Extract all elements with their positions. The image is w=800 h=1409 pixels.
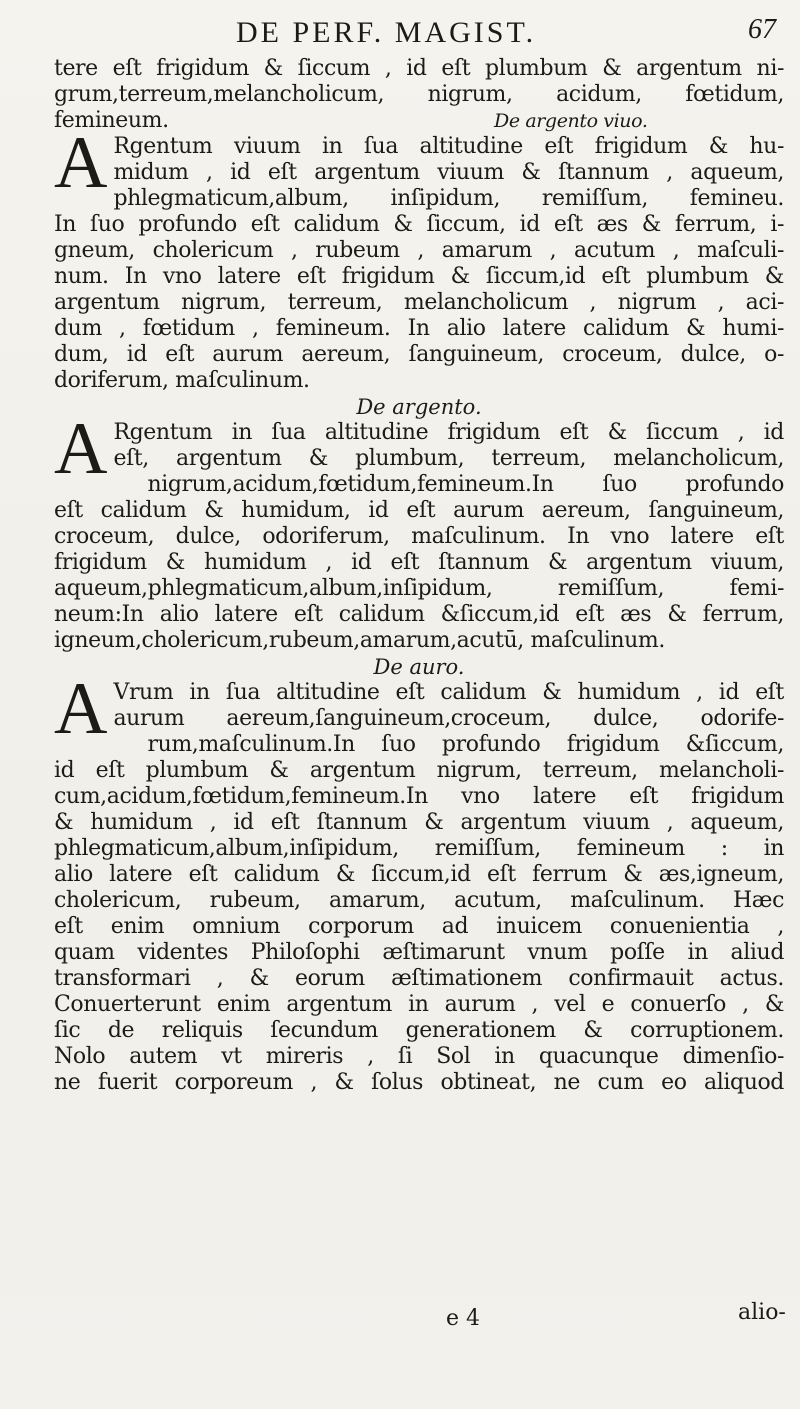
section-heading-auro: De auro. [373, 655, 465, 679]
text-line: argentum nigrum, terreum, melancholicum , nigrum , aci- [54, 290, 784, 315]
text-line: frigidum & humidum , id eſt ſtannum & argentum viuum, [54, 550, 784, 575]
text-line: grum,terreum,melancholicum, nigrum, acidum, fœtidum, [54, 82, 784, 107]
text-line: eſt calidum & humidum, id eſt aurum aereum, ſanguineum, [54, 498, 784, 523]
section-auro [54, 668, 784, 1096]
text-line: phlegmaticum,album,inſipidum, remiſſum, femineum : in [54, 836, 784, 861]
text-line: igneum,cholericum,rubeum,amarum,acutū, maſculinum. [54, 628, 665, 653]
intro-paragraph [54, 56, 784, 134]
catchword: alio- [738, 1300, 786, 1325]
text-line: Conuerterunt enim argentum in aurum , vel e conuerſo , & [54, 992, 784, 1017]
text-line: Nolo autem vt mireris , ſi Sol in quacunque dimenſio- [54, 1044, 784, 1069]
text-line: eſt enim omnium corporum ad inuicem conuenientia , [54, 914, 784, 939]
text-line: aurum aereum,ſanguineum,croceum, dulce, odorife- [113, 706, 784, 731]
drop-cap: A [54, 668, 108, 750]
text-line: doriferum, maſculinum. [54, 368, 310, 393]
text-line: Rgentum in ſua altitudine frigidum eſt & ſiccum , id [113, 420, 784, 445]
text-line: tere eſt frigidum & ſiccum , id eſt plumbum & argentum ni- [54, 56, 784, 81]
signature-mark: e 4 [446, 1306, 481, 1331]
section-argento [54, 408, 784, 654]
text-line: phlegmaticum,album, inſipidum, remiſſum, femineu. [113, 186, 784, 211]
text-line: alio latere eſt calidum & ſiccum,id eſt ferrum & æs,igneum, [54, 862, 784, 887]
text-line: cholericum, rubeum, amarum, acutum, maſculinum. Hæc [54, 888, 784, 913]
text-line: aqueum,phlegmaticum,album,inſipidum, remiſſum, femi- [54, 576, 784, 601]
text-line: nigrum,acidum,fœtidum,femineum.In ſuo profundo [147, 472, 784, 497]
text-line: ſic de reliquis ſecundum generationem & corruptionem. [54, 1018, 784, 1043]
text-line: transformari , & eorum æſtimationem confirmauit actus. [54, 966, 784, 991]
text-line: & humidum , id eſt ſtannum & argentum viuum , aqueum, [54, 810, 784, 835]
running-head [0, 8, 800, 48]
text-line: ne fuerit corporeum , & ſolus obtineat, ne cum eo aliquod [54, 1070, 784, 1095]
text-line: midum , id eſt argentum viuum & ſtannum , aqueum, [113, 160, 784, 185]
text-line: quam videntes Philoſophi æſtimarunt vnum poſſe in aliud [54, 940, 784, 965]
running-title: DE PERF. MAGIST. [236, 16, 537, 49]
drop-cap: A [54, 122, 108, 204]
text-line: gneum, cholericum , rubeum , amarum , acutum , maſculi- [54, 238, 784, 263]
text-line-content: femineum. [54, 108, 169, 133]
text-line: cum,acidum,fœtidum,femineum.In vno latere eſt frigidum [54, 784, 784, 809]
page-number: 67 [748, 14, 776, 45]
text-block [54, 56, 784, 1096]
text-line: eſt, argentum & plumbum, terreum, melancholicum, [113, 446, 784, 471]
section-argento-viuo [54, 122, 784, 394]
text-line: In ſuo profundo eſt calidum & ſiccum, id eſt æs & ferrum, i- [54, 212, 784, 237]
section-heading-argento: De argento. [356, 395, 482, 419]
text-line: croceum, dulce, odoriferum, maſculinum. In vno latere eſt [54, 524, 784, 549]
text-line: neum:In alio latere eſt calidum &ſiccum,id eſt æs & ferrum, [54, 602, 784, 627]
section-heading-argento-viuo: De argento viuo. [494, 110, 648, 132]
drop-cap: A [54, 408, 108, 490]
text-line: Vrum in ſua altitudine eſt calidum & humidum , id eſt [113, 680, 784, 705]
text-line: rum,maſculinum.In ſuo profundo frigidum &ſiccum, [147, 732, 784, 757]
text-line [54, 108, 784, 134]
text-line: id eſt plumbum & argentum nigrum, terreum, melancholi- [54, 758, 784, 783]
text-line: dum, id eſt aurum aereum, ſanguineum, croceum, dulce, o- [54, 342, 784, 367]
text-line: dum , fœtidum , femineum. In alio latere calidum & humi- [54, 316, 784, 341]
text-line: num. In vno latere eſt frigidum & ſiccum,id eſt plumbum & [54, 264, 784, 289]
text-line: Rgentum viuum in ſua altitudine eſt frigidum & hu- [113, 134, 784, 159]
